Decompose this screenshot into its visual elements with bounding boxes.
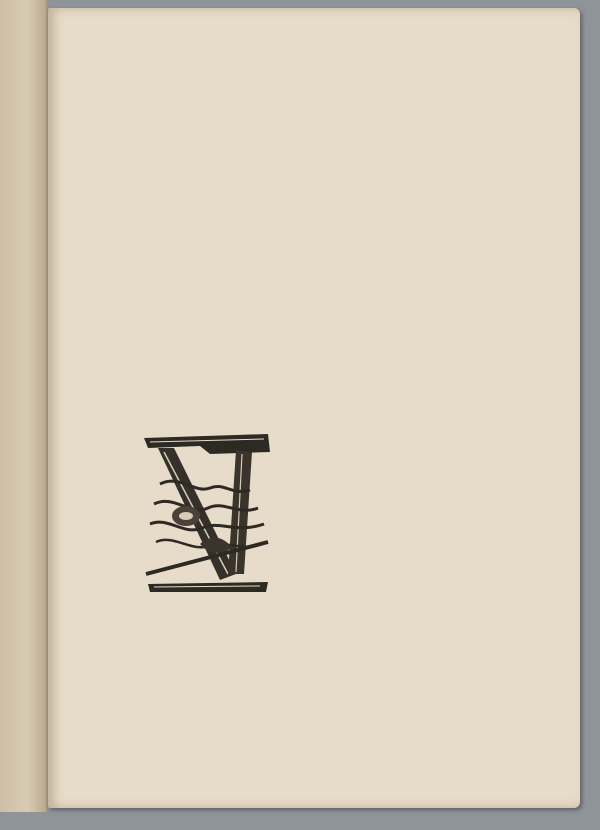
left-page-edge bbox=[0, 0, 48, 812]
decorative-initial-letter-illustration bbox=[140, 424, 276, 596]
book-page bbox=[48, 8, 580, 808]
